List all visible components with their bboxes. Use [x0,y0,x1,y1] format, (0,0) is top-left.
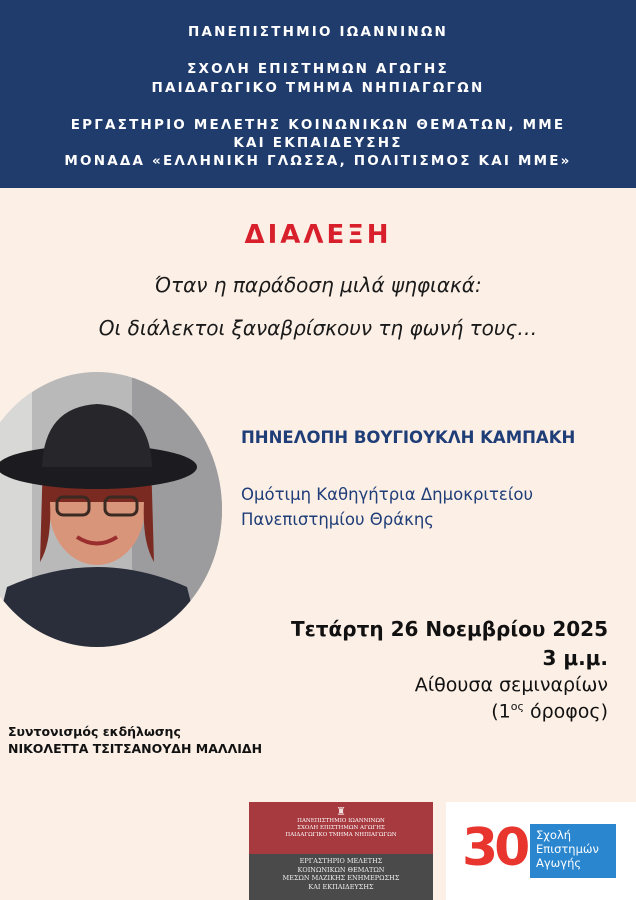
university-name: ΠΑΝΕΠΙΣΤΗΜΙΟ ΙΩΑΝΝΙΝΩΝ [188,24,448,40]
university-emblem-icon: ♜ [336,805,346,818]
anniversary-logo [446,802,636,900]
unit-name: ΜΟΝΑΔΑ «ΕΛΛΗΝΙΚΗ ΓΛΩΣΣΑ, ΠΟΛΙΤΙΣΜΟΣ ΚΑΙ ΜΜΕ» [64,153,572,169]
speaker-title-line1: Ομότιμη Καθηγήτρια Δημοκριτείου [241,485,534,504]
lab-logo-bottom [249,854,433,900]
anniversary-line2: Επιστημών [536,842,599,856]
lab-logo-top-line3: ΠΑΙΔΑΓΩΓΙΚΟ ΤΜΗΜΑ ΝΗΠΙΑΓΩΓΩΝ [285,832,397,838]
event-date: Τετάρτη 26 Νοεμβρίου 2025 [291,617,608,641]
lab-logo-bottom-line2: ΚΟΙΝΩΝΙΚΩΝ ΘΕΜΑΤΩΝ [297,865,385,874]
department-name: ΠΑΙΔΑΓΩΓΙΚΟ ΤΜΗΜΑ ΝΗΠΙΑΓΩΓΩΝ [151,80,485,96]
lab-logo-bottom-line1: ΕΡΓΑΣΤΗΡΙΟ ΜΕΛΕΤΗΣ [299,857,383,865]
speaker-portrait-illustration [0,372,222,647]
floor-ordinal: ος [510,700,524,713]
speaker-name: ΠΗΝΕΛΟΠΗ ΒΟΥΓΙΟΥΚΛΗ ΚΑΜΠΑΚΗ [241,428,576,447]
coordinator-name: ΝΙΚΟΛΕΤΤΑ ΤΣΙΤΣΑΝΟΥΔΗ ΜΑΛΛΙΔΗ [8,741,263,756]
event-room: Αίθουσα σεμιναρίων [414,674,608,696]
lab-logo-top-line2: ΣΧΟΛΗ ΕΠΙΣΤΗΜΩΝ ΑΓΩΓΗΣ [297,825,385,831]
coordination-label: Συντονισμός εκδήλωσης [8,724,181,739]
event-floor [491,700,608,722]
lab-name-line1: ΕΡΓΑΣΤΗΡΙΟ ΜΕΛΕΤΗΣ ΚΟΙΝΩΝΙΚΩΝ ΘΕΜΑΤΩΝ, ΜΜΕ [70,117,566,133]
event-time: 3 μ.μ. [542,646,608,670]
lecture-label: ΔΙΑΛΕΞΗ [244,220,392,250]
lab-logo-bottom-line4: ΚΑΙ ΕΚΠΑΙΔΕΥΣΗΣ [308,882,374,891]
speaker-photo [0,372,222,647]
speaker-title-line2: Πανεπιστημίου Θράκης [241,510,434,529]
anniversary-line3: Αγωγής [536,856,582,870]
event-title-line2: Οι διάλεκτοι ξαναβρίσκουν τη φωνή τους… [98,316,538,340]
floor-open: (1 [491,700,511,723]
school-name: ΣΧΟΛΗ ΕΠΙΣΤΗΜΩΝ ΑΓΩΓΗΣ [187,61,449,77]
lab-logo-top [249,802,433,854]
event-title-line1: Όταν η παράδοση μιλά ψηφιακά: [154,273,482,297]
lab-logo-top-line1: ΠΑΝΕΠΙΣΤΗΜΙΟ ΙΩΑΝΝΙΝΩΝ [297,818,385,824]
lab-logo-bottom-line3: ΜΕΣΩΝ ΜΑΖΙΚΗΣ ΕΝΗΜΕΡΩΣΗΣ [282,874,400,882]
header-banner [0,0,636,188]
anniversary-line1: Σχολή [536,828,572,842]
floor-close: όροφος) [523,700,608,723]
lab-logo [249,802,433,900]
lab-name-line2: ΚΑΙ ΕΚΠΑΙΔΕΥΣΗΣ [233,135,403,151]
anniversary-number: 30 [462,818,527,878]
anniversary-school-box [530,824,616,878]
